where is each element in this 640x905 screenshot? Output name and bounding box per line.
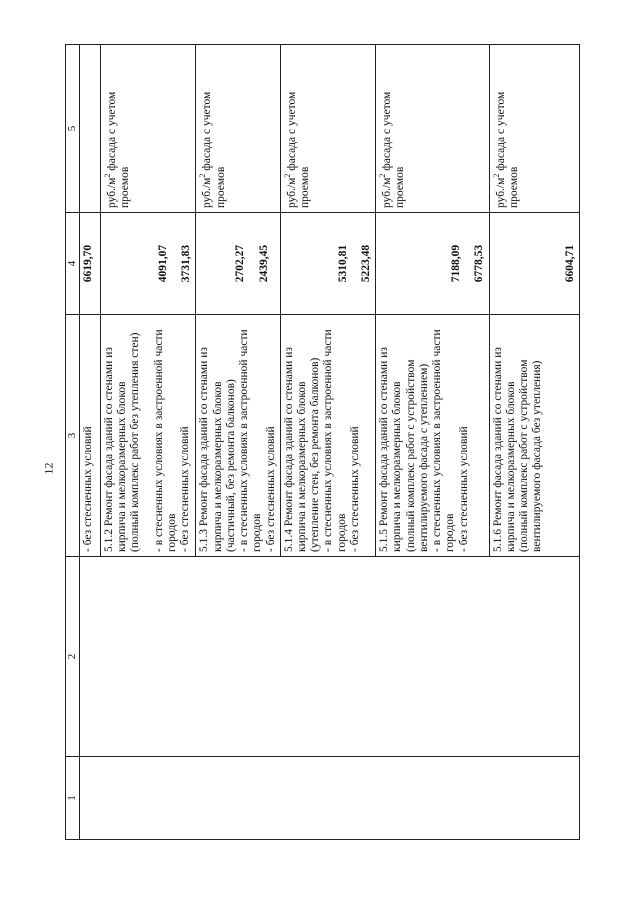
- value-a: 7188,09: [450, 244, 463, 283]
- value-a: 2702,27: [234, 244, 247, 283]
- item-title: 5.1.4 Ремонт фасада зданий со стенами из кирпича и мелкоразмерных блоков: [282, 347, 308, 552]
- item-line-b: - без стесненных условий: [348, 426, 361, 552]
- item-title: 5.1.6 Ремонт фасада зданий со стенами из кирпича и мелкоразмерных блоков: [491, 347, 517, 552]
- header-col-1: 1: [66, 757, 80, 840]
- value-a: 5310,81: [336, 244, 349, 283]
- row-value: 6619,70: [82, 244, 94, 283]
- item-note: (утепление стен, без ремонта балконов): [309, 357, 322, 552]
- item-title: 5.1.2 Ремонт фасада зданий со стенами из кирпича и мелкоразмерных блоков: [103, 347, 129, 552]
- rotated-table-wrapper: [65, 45, 580, 840]
- header-row: [66, 45, 80, 840]
- item-line-a: - в стесненных условиях в застроенной части городов: [322, 329, 348, 552]
- unit-cell: $руб./м^2$ фасада с учетом проемов: [489, 45, 579, 213]
- page-number: 12: [41, 462, 56, 475]
- item-title: 5.1.5 Ремонт фасада зданий со стенами из кирпича и мелкоразмерных блоков: [378, 347, 404, 552]
- item-line-b: - без стесненных условий: [264, 426, 277, 552]
- header-col-3: 3: [66, 315, 80, 557]
- col1-cell: [80, 757, 580, 840]
- item-line-b: - без стесненных условий: [457, 426, 470, 552]
- col2-cell: [80, 557, 580, 757]
- value-b: 3731,83: [180, 244, 193, 283]
- header-col-4: 4: [66, 213, 80, 315]
- item-line-a: - в стесненных условиях в застроенной части городов: [238, 329, 264, 552]
- unit-cell: $руб./м^2$ фасада с учетом проемов: [196, 45, 280, 213]
- unit-cell: $руб./м^2$ фасада с учетом проемов: [376, 45, 489, 213]
- unit-cell: $руб./м^2$ фасада с учетом проемов: [280, 45, 375, 213]
- item-line-a: - в стесненных условиях в застроенной части городов: [431, 329, 457, 552]
- item-line-b: - без стесненных условий: [179, 426, 192, 552]
- row-text: - без стесненных условий: [80, 315, 101, 557]
- price-table: [65, 44, 580, 840]
- value-a: 4091,07: [157, 244, 169, 283]
- item-note: (полный комплекс работ без утепления стен): [129, 332, 142, 552]
- header-col-2: 2: [66, 557, 80, 757]
- table-row: [80, 45, 101, 840]
- item-line-a: - в стесненных условиях в застроенной части городов: [152, 329, 178, 552]
- value-b: 2439,45: [257, 244, 270, 283]
- value-b: 6778,53: [473, 244, 486, 283]
- value-b: 5223,48: [360, 244, 372, 283]
- item-note: (полный комплекс работ с устройством вентилируемого фасада без утепления): [518, 359, 544, 552]
- unit-cell: $руб./м^2$ фасада с учетом проемов: [101, 45, 196, 213]
- header-col-5: 5: [66, 45, 80, 213]
- value-b: 6604,71: [563, 244, 576, 283]
- item-title: 5.1.3 Ремонт фасада зданий со стенами из кирпича и мелкоразмерных блоков (частичный, без ремонта балконов): [198, 347, 237, 552]
- unit-cell: [80, 45, 101, 213]
- item-note: (полный комплекс работ с устройством вентилируемого фасада с утеплением): [404, 359, 430, 552]
